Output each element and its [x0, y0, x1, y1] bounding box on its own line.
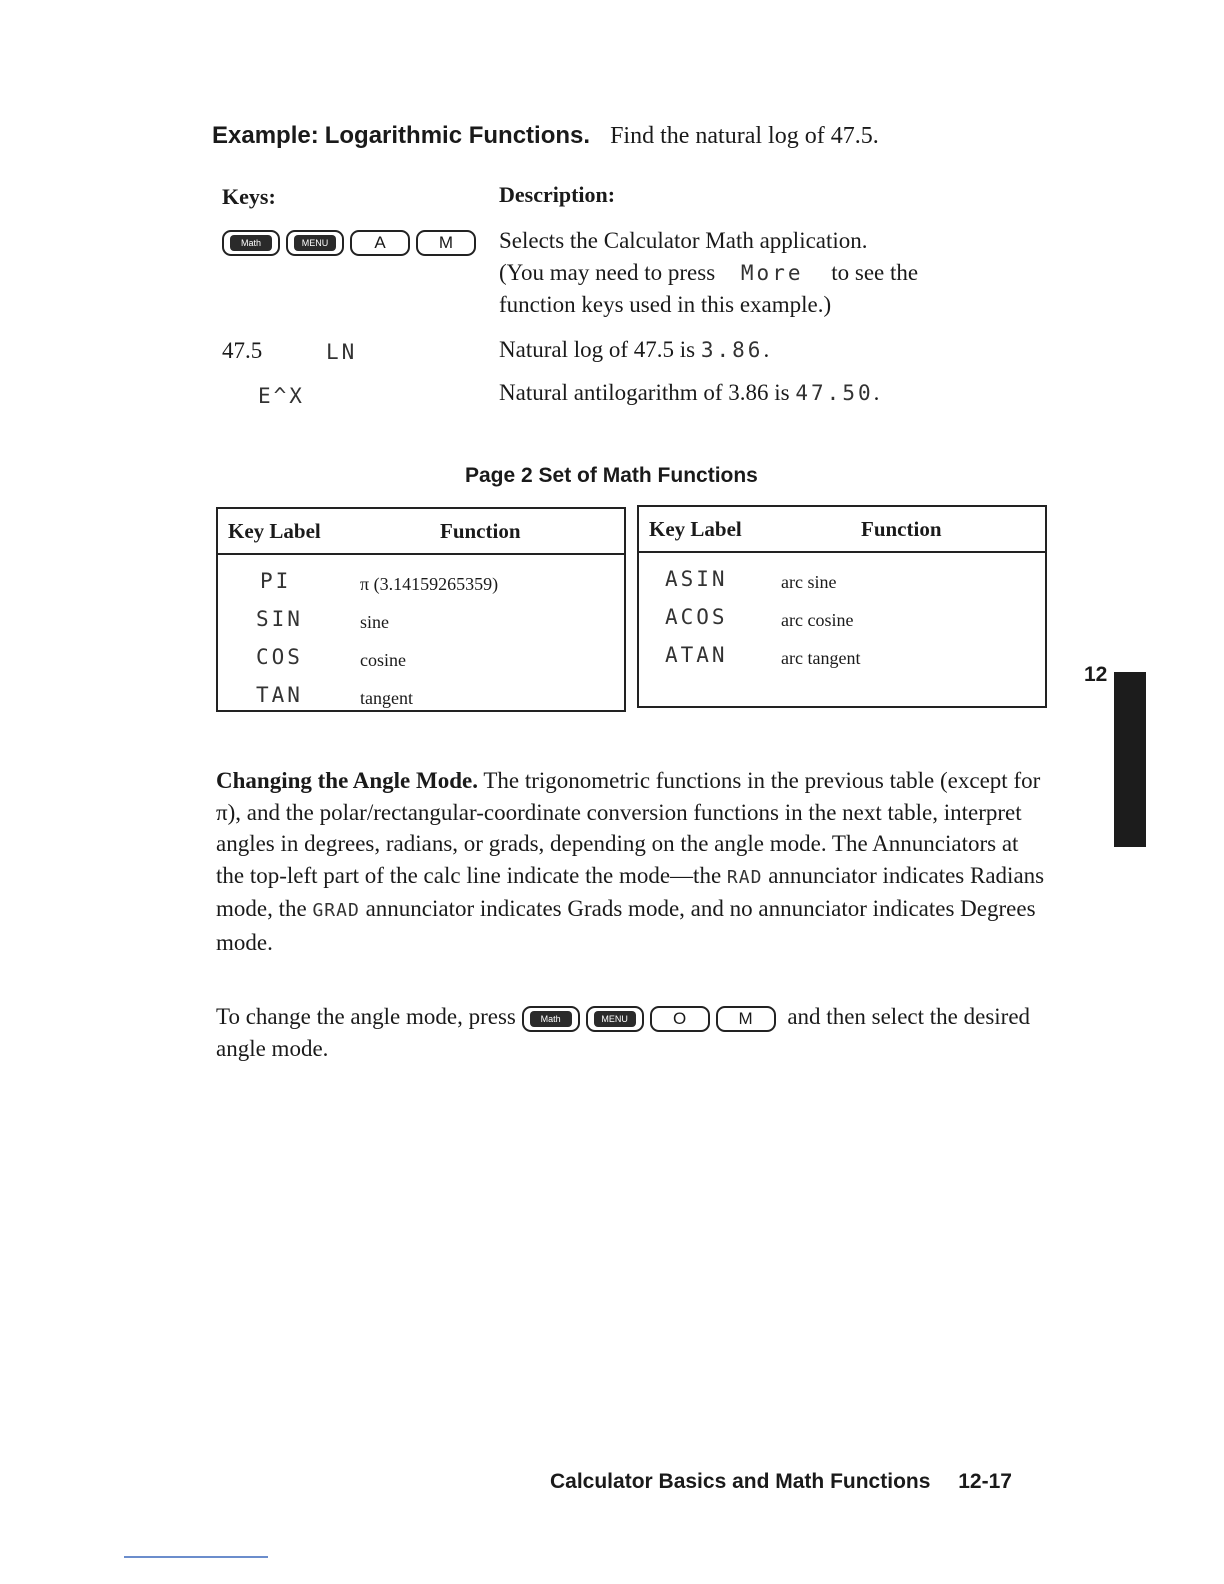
step1-desc-line2-pre: (You may need to press — [499, 260, 716, 285]
example-label: Example: — [212, 122, 319, 149]
math-functions-table-left — [216, 507, 626, 712]
function-atan: arc tangent — [781, 648, 861, 668]
table-row — [218, 565, 624, 601]
step3-desc-text: Natural antilogarithm of 3.86 is — [499, 380, 790, 405]
function-tan: tangent — [360, 688, 413, 708]
description-column-header: Description: — [499, 182, 616, 207]
function-pi: π (3.14159265359) — [360, 574, 499, 594]
change-angle-post: and then select the desired angle mode. — [216, 1004, 1031, 1061]
angle-mode-text-a: The trigonometric functions in the previous table (except for π), and the polar/rectangular-coordinate conversion functions in the next table, interpret angles in degrees, radians, or grads, depending on the angle mode. The Annunciators at the top-left part of the calc line indicate the mode—the — [216, 768, 1041, 888]
example-text: Find the natural log of 47.5. — [610, 123, 879, 149]
angle-mode-text-b: annunciator indicates Radians mode, the — [216, 862, 1045, 921]
function-sin: sine — [360, 612, 389, 632]
chapter-thumb-tab — [1114, 672, 1146, 847]
math-functions-table-right — [637, 505, 1047, 708]
example-title: Logarithmic Functions. — [324, 122, 591, 149]
function-asin: arc sine — [781, 572, 837, 592]
function-acos: arc cosine — [781, 610, 854, 630]
step2-desc-text: Natural log of 47.5 is — [499, 337, 696, 362]
step2-result: 3.86 — [700, 338, 764, 362]
table-row — [639, 639, 1045, 675]
step2-entry: 47.5 — [222, 338, 263, 363]
math-key-icon: Math — [522, 1006, 580, 1032]
change-angle-paragraph — [216, 1001, 1046, 1064]
step3-description — [499, 377, 879, 409]
key-label-asin: ASIN — [665, 567, 728, 591]
page-footer — [550, 1470, 1012, 1494]
step3-period: . — [873, 380, 880, 405]
step3-result: 47.50 — [795, 381, 874, 405]
header-function: Function — [861, 517, 942, 541]
keys-column-header: Keys: — [222, 184, 276, 209]
table-header — [218, 509, 624, 555]
more-key-label: More — [740, 261, 804, 285]
menu-key-icon: MENU — [286, 230, 344, 256]
step1-keys — [222, 230, 482, 256]
table-row — [639, 563, 1045, 599]
step1-description — [499, 225, 1059, 321]
key-o: O — [650, 1006, 710, 1032]
step1-desc-line1: Selects the Calculator Math application. — [499, 228, 868, 253]
step2-period: . — [763, 337, 770, 362]
ex-key-label: E^X — [258, 384, 305, 408]
step1-desc-line3: function keys used in this example.) — [499, 292, 832, 317]
table-row — [218, 603, 624, 639]
example-heading — [212, 122, 879, 150]
step1-desc-line2-post: to see the — [831, 260, 919, 285]
page-number: 12-17 — [958, 1470, 1012, 1493]
table-title: Page 2 Set of Math Functions — [465, 464, 758, 487]
angle-mode-text-c: annunciator indicates Grads mode, and no annunciator indicates Degrees mode. — [216, 896, 1036, 955]
key-label-acos: ACOS — [665, 605, 728, 629]
table-header — [639, 507, 1045, 553]
key-label-sin: SIN — [256, 607, 303, 631]
step2-description — [499, 334, 769, 366]
key-a: A — [350, 230, 410, 256]
change-angle-pre: To change the angle mode, press — [216, 1004, 516, 1029]
table-row — [218, 641, 624, 677]
key-label-cos: COS — [256, 645, 303, 669]
grad-annunciator: GRAD — [312, 900, 360, 921]
header-key-label: Key Label — [649, 517, 742, 541]
key-label-tan: TAN — [256, 683, 303, 707]
bottom-rule — [124, 1556, 268, 1558]
menu-key-icon: MENU — [586, 1006, 644, 1032]
function-cos: cosine — [360, 650, 406, 670]
ln-key-label: LN — [326, 340, 358, 364]
rad-annunciator: RAD — [726, 866, 763, 888]
table-row — [639, 601, 1045, 637]
header-function: Function — [440, 519, 521, 543]
chapter-tab-number: 12 — [1084, 663, 1108, 686]
key-label-pi: PI — [260, 569, 292, 593]
footer-title: Calculator Basics and Math Functions — [550, 1470, 931, 1493]
angle-mode-paragraph — [216, 765, 1046, 958]
header-key-label: Key Label — [228, 519, 321, 543]
key-m: M — [716, 1006, 776, 1032]
math-key-icon: Math — [222, 230, 280, 256]
key-label-atan: ATAN — [665, 643, 728, 667]
angle-mode-heading: Changing the Angle Mode. — [216, 768, 478, 793]
change-angle-keys — [522, 1004, 782, 1029]
key-m: M — [416, 230, 476, 256]
table-row — [218, 679, 624, 715]
